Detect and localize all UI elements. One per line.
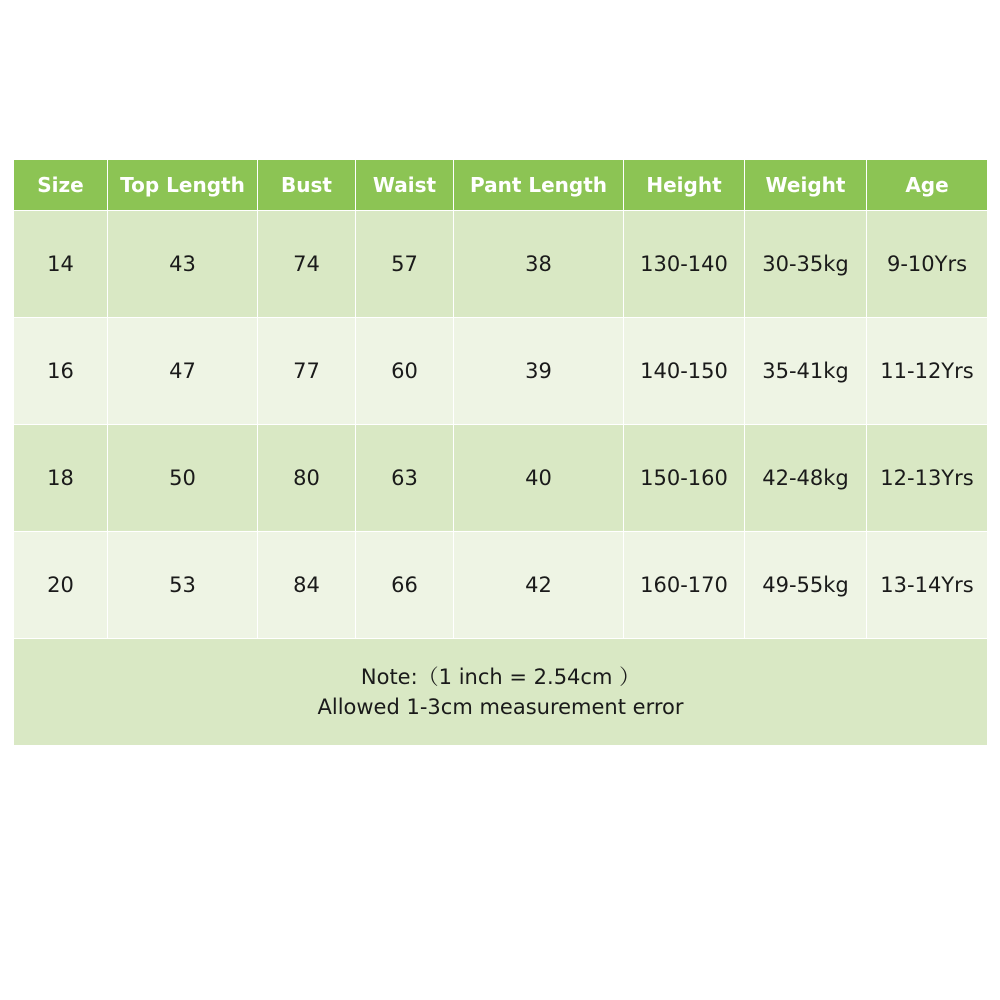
cell-age: 9-10Yrs [867,211,988,318]
table-row [14,425,988,532]
size-chart-table [13,159,988,746]
cell-waist: 60 [356,318,454,425]
cell-pant-length: 38 [454,211,624,318]
cell-height: 150-160 [624,425,745,532]
note-line-tolerance: Allowed 1-3cm measurement error [317,695,684,719]
cell-pant-length: 42 [454,532,624,639]
column-header-bust: Bust [258,160,356,211]
cell-size: 18 [14,425,108,532]
cell-height: 140-150 [624,318,745,425]
cell-top-length: 43 [108,211,258,318]
cell-bust: 74 [258,211,356,318]
cell-height: 130-140 [624,211,745,318]
cell-weight: 30-35kg [745,211,867,318]
table-row [14,211,988,318]
table-body [14,211,988,746]
measurement-note [14,639,988,746]
note-line-conversion: Note:（1 inch = 2.54cm ） [360,664,641,689]
cell-age: 12-13Yrs [867,425,988,532]
cell-size: 14 [14,211,108,318]
cell-waist: 63 [356,425,454,532]
table-row [14,318,988,425]
cell-waist: 66 [356,532,454,639]
cell-bust: 80 [258,425,356,532]
cell-pant-length: 40 [454,425,624,532]
cell-weight: 42-48kg [745,425,867,532]
note-row [14,639,988,746]
column-header-pant-length: Pant Length [454,160,624,211]
cell-height: 160-170 [624,532,745,639]
column-header-weight: Weight [745,160,867,211]
cell-age: 11-12Yrs [867,318,988,425]
table-row [14,532,988,639]
column-header-waist: Waist [356,160,454,211]
cell-size: 20 [14,532,108,639]
table-header [14,160,988,211]
cell-bust: 77 [258,318,356,425]
cell-weight: 35-41kg [745,318,867,425]
size-chart-container [13,159,987,746]
header-row [14,160,988,211]
column-header-age: Age [867,160,988,211]
cell-size: 16 [14,318,108,425]
column-header-top-length: Top Length [108,160,258,211]
cell-top-length: 53 [108,532,258,639]
cell-pant-length: 39 [454,318,624,425]
cell-waist: 57 [356,211,454,318]
cell-bust: 84 [258,532,356,639]
cell-top-length: 47 [108,318,258,425]
column-header-size: Size [14,160,108,211]
cell-age: 13-14Yrs [867,532,988,639]
column-header-height: Height [624,160,745,211]
cell-weight: 49-55kg [745,532,867,639]
cell-top-length: 50 [108,425,258,532]
